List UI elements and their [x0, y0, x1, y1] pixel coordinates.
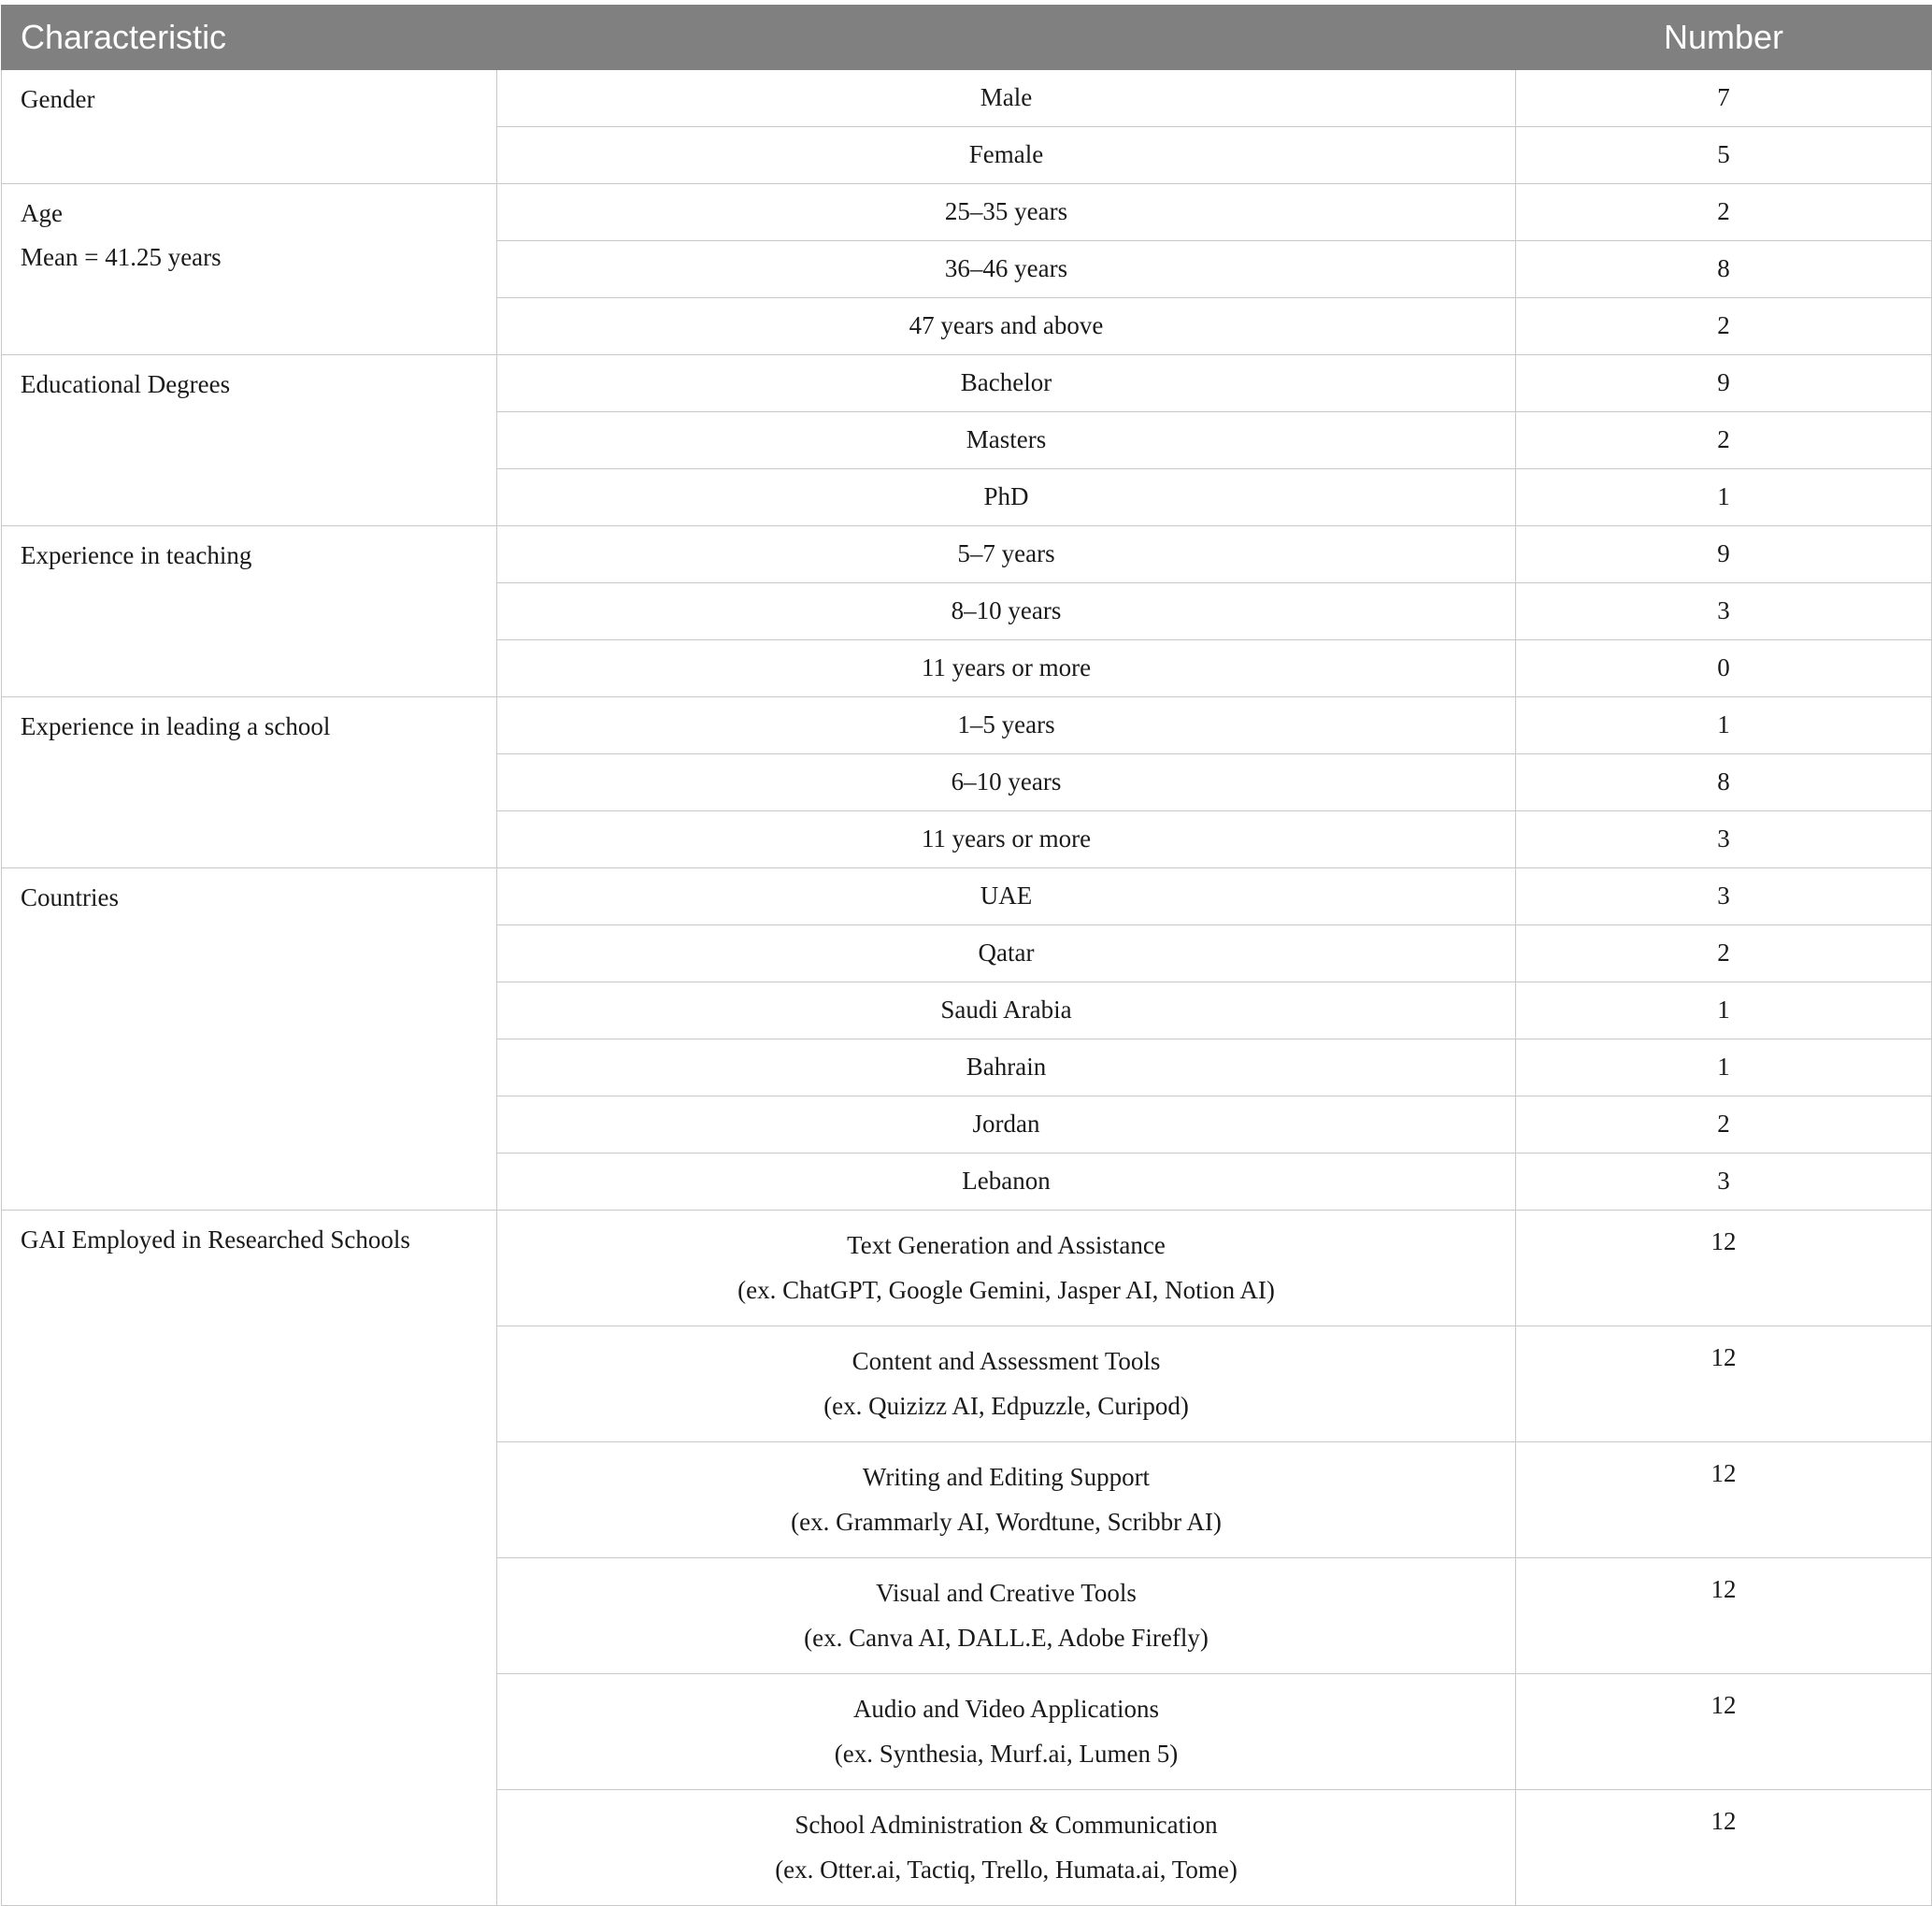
- number-cell: 3: [1516, 1154, 1932, 1211]
- option-cell: [497, 1211, 1516, 1326]
- tool-category: School Administration & Communication: [794, 1811, 1218, 1840]
- number-cell: 7: [1516, 70, 1932, 127]
- number-cell: 9: [1516, 526, 1932, 583]
- option-cell: 36–46 years: [497, 241, 1516, 298]
- header-row: [2, 6, 1932, 70]
- option-cell: Female: [497, 127, 1516, 184]
- tool-category: Content and Assessment Tools: [852, 1347, 1161, 1376]
- table-row: [2, 70, 1932, 127]
- option-cell: Jordan: [497, 1096, 1516, 1154]
- number-cell: 8: [1516, 754, 1932, 811]
- tool-examples: (ex. Grammarly AI, Wordtune, Scribbr AI): [791, 1507, 1222, 1536]
- number-cell: 12: [1516, 1326, 1932, 1442]
- number-cell: 2: [1516, 925, 1932, 982]
- option-cell: 1–5 years: [497, 697, 1516, 754]
- option-cell: Lebanon: [497, 1154, 1516, 1211]
- option-cell: [497, 1558, 1516, 1674]
- option-cell: Masters: [497, 412, 1516, 469]
- option-cell: 6–10 years: [497, 754, 1516, 811]
- category-age-label: Age: [21, 199, 63, 227]
- number-cell: 2: [1516, 298, 1932, 355]
- number-cell: 3: [1516, 583, 1932, 640]
- option-cell: PhD: [497, 469, 1516, 526]
- option-cell: 11 years or more: [497, 811, 1516, 868]
- category-teaching: Experience in teaching: [2, 526, 497, 697]
- number-cell: 2: [1516, 1096, 1932, 1154]
- table-row: [2, 697, 1932, 754]
- number-cell: 1: [1516, 982, 1932, 1039]
- option-cell: Qatar: [497, 925, 1516, 982]
- number-cell: 9: [1516, 355, 1932, 412]
- category-age: [2, 184, 497, 355]
- table-row: [2, 868, 1932, 925]
- category-countries: Countries: [2, 868, 497, 1211]
- number-cell: 3: [1516, 811, 1932, 868]
- option-cell: [497, 1442, 1516, 1558]
- number-cell: 1: [1516, 1039, 1932, 1096]
- option-cell: Bachelor: [497, 355, 1516, 412]
- number-cell: 2: [1516, 412, 1932, 469]
- category-leading: Experience in leading a school: [2, 697, 497, 868]
- number-cell: 1: [1516, 697, 1932, 754]
- option-cell: 5–7 years: [497, 526, 1516, 583]
- table-row: [2, 1211, 1932, 1326]
- demographics-table: [1, 5, 1932, 1906]
- number-cell: 12: [1516, 1558, 1932, 1674]
- number-cell: 3: [1516, 868, 1932, 925]
- option-cell: 25–35 years: [497, 184, 1516, 241]
- option-cell: 8–10 years: [497, 583, 1516, 640]
- option-cell: [497, 1790, 1516, 1906]
- number-cell: 12: [1516, 1674, 1932, 1790]
- category-education: Educational Degrees: [2, 355, 497, 526]
- option-cell: Saudi Arabia: [497, 982, 1516, 1039]
- option-cell: [497, 1326, 1516, 1442]
- tool-examples: (ex. Synthesia, Murf.ai, Lumen 5): [834, 1739, 1179, 1768]
- tool-examples: (ex. Quizizz AI, Edpuzzle, Curipod): [823, 1391, 1189, 1420]
- header-characteristic: Characteristic: [2, 6, 1516, 70]
- tool-category: Writing and Editing Support: [862, 1463, 1151, 1492]
- category-gender: Gender: [2, 70, 497, 184]
- option-cell: 11 years or more: [497, 640, 1516, 697]
- category-age-mean: Mean = 41.25 years: [21, 243, 222, 272]
- option-cell: 47 years and above: [497, 298, 1516, 355]
- number-cell: 0: [1516, 640, 1932, 697]
- number-cell: 12: [1516, 1442, 1932, 1558]
- option-cell: Male: [497, 70, 1516, 127]
- tool-examples: (ex. ChatGPT, Google Gemini, Jasper AI, Notion AI): [737, 1275, 1275, 1304]
- header-number: Number: [1516, 6, 1932, 70]
- option-cell: Bahrain: [497, 1039, 1516, 1096]
- tool-examples: (ex. Canva AI, DALL.E, Adobe Firefly): [804, 1623, 1209, 1652]
- tool-category: Audio and Video Applications: [852, 1695, 1160, 1724]
- category-gai: GAI Employed in Researched Schools: [2, 1211, 497, 1906]
- number-cell: 12: [1516, 1211, 1932, 1326]
- option-cell: UAE: [497, 868, 1516, 925]
- tool-category: Visual and Creative Tools: [876, 1579, 1137, 1608]
- number-cell: 2: [1516, 184, 1932, 241]
- number-cell: 5: [1516, 127, 1932, 184]
- tool-examples: (ex. Otter.ai, Tactiq, Trello, Humata.ai, Tome): [775, 1855, 1238, 1884]
- table-row: [2, 184, 1932, 241]
- number-cell: 1: [1516, 469, 1932, 526]
- table-row: [2, 355, 1932, 412]
- table-row: [2, 526, 1932, 583]
- option-cell: [497, 1674, 1516, 1790]
- tool-category: Text Generation and Assistance: [847, 1231, 1166, 1260]
- number-cell: 8: [1516, 241, 1932, 298]
- number-cell: 12: [1516, 1790, 1932, 1906]
